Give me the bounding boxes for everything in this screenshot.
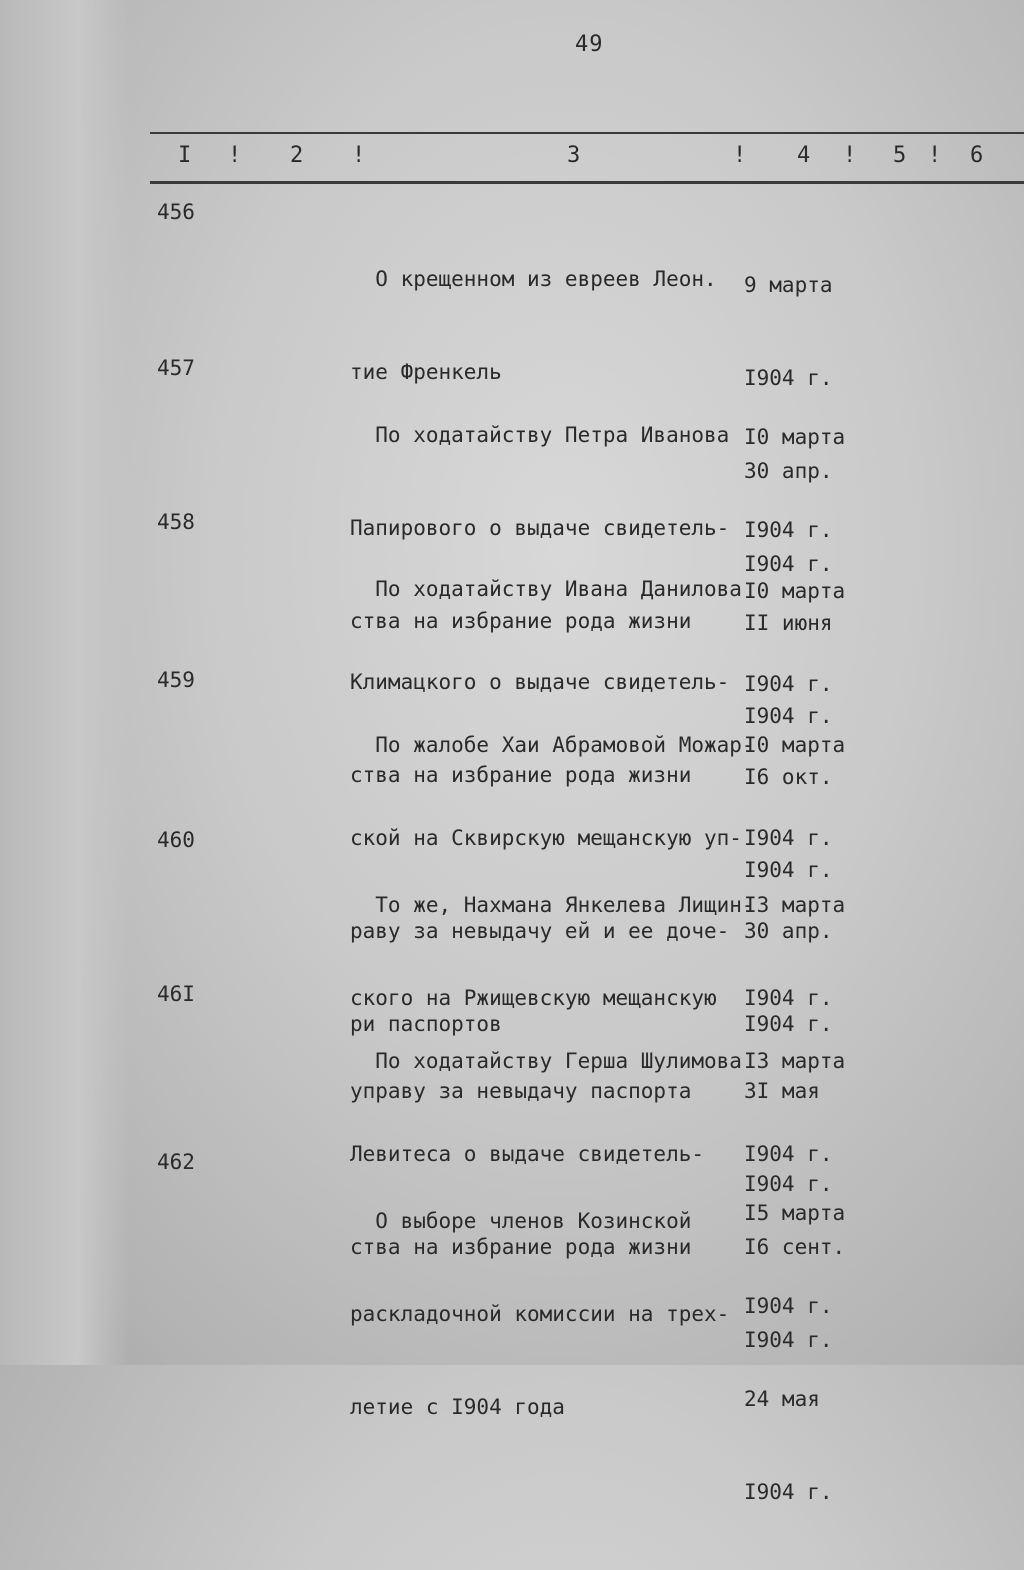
entry-description: По ходатайству Ивана Данилова Климацкого о выдаче свидетель- ства на избрание рода жизни: [350, 577, 742, 787]
entry-number: 456: [157, 200, 195, 224]
entry-dates: I0 марта I904 г. 30 апр. I904 г.: [744, 733, 846, 1036]
header-col-1: I: [178, 143, 192, 168]
entry-description: По ходатайству Герша Шулимова Левитеса о выдаче свидетель- ства на избрание рода жизни: [350, 1049, 742, 1259]
entry-dates: I0 марта I904 г. II июня I904 г.: [744, 425, 846, 728]
entry-description: То же, Нахмана Янкелева Лищин- ского на Ржищевскую мещанскую управу за невыдачу паспорта: [350, 893, 755, 1103]
header-separator: !: [228, 143, 242, 168]
entry-number: 458: [157, 510, 195, 534]
header-separator: !: [733, 143, 747, 168]
header-bottom-rule: [150, 181, 1024, 184]
entry-dates: 9 марта I904 г. 30 апр. I904 г.: [744, 273, 833, 576]
entry-dates: I5 марта I904 г. 24 мая I904 г.: [744, 1201, 846, 1504]
header-separator: !: [352, 143, 366, 168]
page-binding-edge: [0, 0, 130, 1365]
header-separator: !: [843, 143, 857, 168]
entry-number: 457: [157, 356, 195, 380]
entry-dates: I0 марта I904 г. I6 окт. I904 г.: [744, 579, 846, 882]
entry-dates: I3 марта I904 г. I6 сент. I904 г.: [744, 1049, 846, 1352]
entry-description: О выборе членов Козинской раскладочной комиссии на трех- летие с I904 года: [350, 1209, 730, 1419]
header-col-6: 6: [970, 143, 984, 168]
header-col-4: 4: [797, 143, 811, 168]
header-separator: !: [928, 143, 942, 168]
header-col-5: 5: [893, 143, 907, 168]
header-col-3: 3: [567, 143, 581, 168]
entry-description: О крещенном из евреев Леон. тие Френкель: [350, 267, 717, 384]
entry-number: 459: [157, 668, 195, 692]
entry-number: 462: [157, 1150, 195, 1174]
entry-dates: I3 марта I904 г. 3I мая I904 г.: [744, 893, 846, 1196]
entry-description: По жалобе Хаи Абрамовой Можар- ской на Сквирскую мещанскую уп- раву за невыдачу ей и ее доче- ри паспортов: [350, 733, 755, 1036]
entry-number: 46I: [157, 982, 195, 1006]
header-col-2: 2: [290, 143, 304, 168]
page-number: 49: [575, 32, 604, 57]
entry-number: 460: [157, 828, 195, 852]
header-top-rule: [150, 132, 1024, 134]
entry-description: По ходатайству Петра Иванова Папирового о выдаче свидетель- ства на избрание рода жизни: [350, 423, 730, 633]
